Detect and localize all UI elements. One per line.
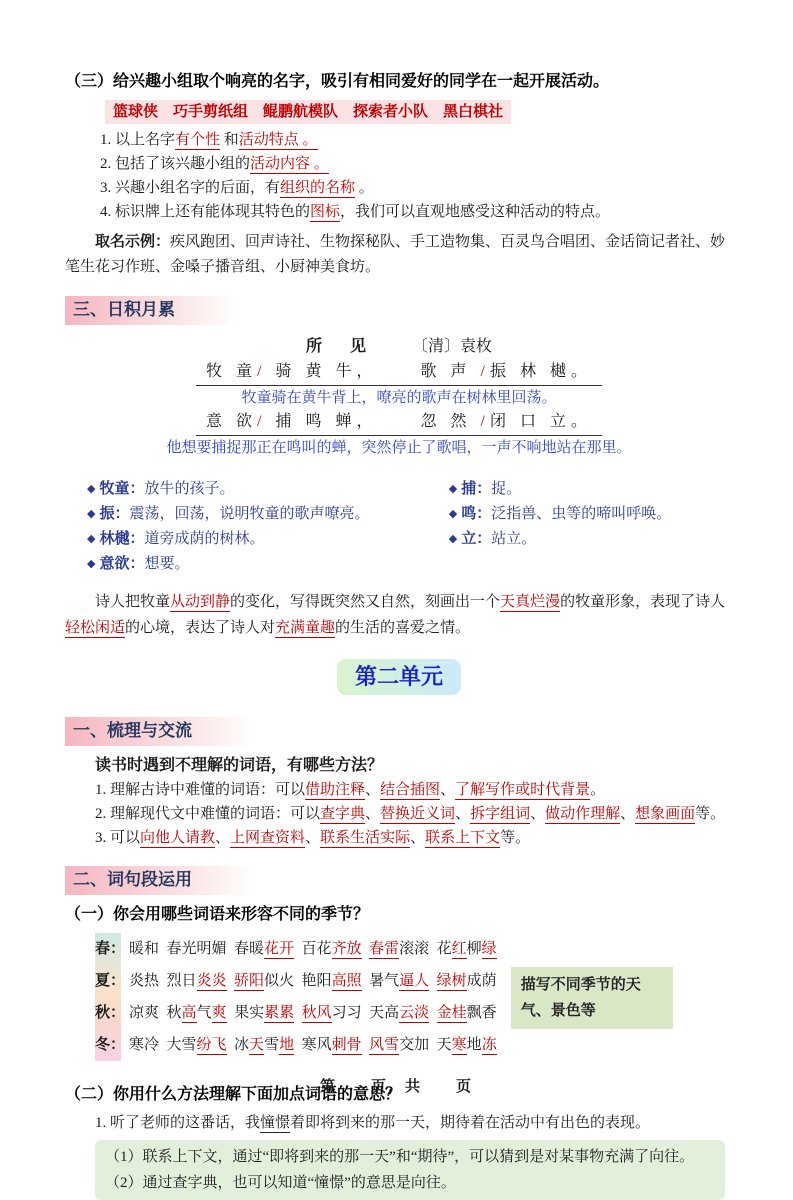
naming-section-heading: （三）给兴趣小组取个响亮的名字，吸引有相同爱好的同学在一起开展活动。 — [65, 73, 610, 90]
diamond-bullet-icon: ◆ — [448, 508, 458, 520]
definition-item — [449, 502, 733, 527]
unit-2-title-badge: 第二单元 — [337, 659, 461, 695]
definition-item — [87, 477, 449, 502]
answer-line-2: （2）通过查字典，也可以知道“憧憬”的意思是向往。 — [105, 1175, 456, 1191]
definition-text: 捉。 — [491, 481, 522, 497]
usage-section-heading: 二、词句段运用 — [65, 866, 252, 895]
season-word-rows — [129, 933, 497, 1061]
naming-example-paragraph: 取名示例：疾风跑团、回声诗社、生物探秘队、手工造物集、百灵鸟合唱团、金话筒记者社、妙笔生花习作班、金嗓子播音组、小厨神美食坊。 — [65, 234, 726, 275]
definitions-block — [87, 477, 733, 577]
season-words-autumn: 凉爽 秋高气爽 果实累累 秋风习习 天高云淡 金桂飘香 — [129, 1005, 497, 1021]
answer-highlight-block — [95, 1140, 725, 1200]
season-label-summer: 夏： — [95, 973, 126, 989]
season-words-spring: 暖和 春光明媚 春暖花开 百花齐放 春雷滚滚 花红柳绿 — [129, 941, 497, 957]
definition-text: 震荡，回荡，说明牧童的歌声嘹亮。 — [129, 506, 370, 522]
poem-author: 〔清〕袁枚 — [372, 338, 493, 355]
season-label-winter: 冬： — [95, 1037, 126, 1053]
definition-term: 意欲： — [99, 556, 145, 572]
diamond-bullet-icon: ◆ — [87, 508, 96, 520]
definition-term: 林樾： — [99, 531, 145, 547]
definition-term: 振： — [99, 506, 130, 522]
poem-line-2: 意 欲/ 捕 鸣 蝉， 忽 然 /闭 口 立。 — [196, 411, 602, 436]
definition-item — [449, 527, 733, 552]
poem-title-line — [65, 335, 733, 359]
definitions-right-column — [449, 477, 733, 577]
season-label-strip — [95, 933, 126, 1061]
diamond-bullet-icon: ◆ — [87, 483, 96, 495]
sorting-item-2: 2. 理解现代文中难懂的词语：可以查字典、替换近义词、拆字组词、做动作理解、想象画面等。 — [95, 806, 726, 822]
group-name-examples: 篮球侠 巧手剪纸组 鲲鹏航模队 探索者小队 黑白棋社 — [105, 100, 511, 124]
definition-term: 牧童： — [99, 481, 145, 497]
poem-translation-2: 他想要捕捉那正在鸣叫的蝉，突然停止了歌唱，一声不响地站在那里。 — [166, 440, 632, 456]
page-footer: 第 页，共 页 — [319, 1078, 473, 1095]
naming-item-3: 3. 兴趣小组名字的后面，有组织的名称 。 — [100, 180, 374, 196]
usage-question-1: （一）你会用哪些词语来形容不同的季节？ — [65, 906, 370, 923]
sorting-item-3: 3. 可以向他人请教、上网查资料、联系生活实际、联系上下文等。 — [95, 830, 531, 846]
diamond-bullet-icon: ◆ — [87, 558, 96, 570]
definition-text: 放牛的孩子。 — [144, 481, 235, 497]
definitions-left-column — [87, 477, 449, 577]
diamond-bullet-icon: ◆ — [448, 533, 458, 545]
definition-item — [449, 477, 733, 502]
naming-item-4: 4. 标识牌上还有能体现其特色的图标，我们可以直观地感受这种活动的特点。 — [100, 204, 611, 220]
definition-item — [87, 502, 449, 527]
definition-item — [87, 527, 449, 552]
definition-text: 道旁成荫的树林。 — [144, 531, 265, 547]
diamond-bullet-icon: ◆ — [87, 533, 96, 545]
poem-block — [65, 335, 733, 459]
season-words-winter: 寒冷 大雪纷飞 冰天雪地 寒风刺骨 风雪交加 天寒地冻 — [129, 1037, 497, 1053]
example-sentence: 1. 听了老师的这番话，我憧憬着即将到来的那一天，期待着在活动中有出色的表现。 — [95, 1115, 651, 1131]
sorting-section-heading: 一、梳理与交流 — [65, 717, 252, 746]
poem-translation-1: 牧童骑在黄牛背上，嘹亮的歌声在树林里回荡。 — [241, 390, 557, 406]
season-label-autumn: 秋： — [95, 1005, 126, 1021]
definition-term: 捕： — [461, 481, 492, 497]
definition-text: 站立。 — [491, 531, 537, 547]
definition-item — [87, 552, 449, 577]
usage-question-2: （二）你用什么方法理解下面加点词语的意思？ — [65, 1086, 402, 1103]
definition-text: 想要。 — [144, 556, 190, 572]
seasons-table — [95, 933, 733, 1061]
sorting-question: 读书时遇到不理解的词语，有哪些方法？ — [95, 757, 384, 774]
naming-item-2: 2. 包括了该兴趣小组的活动内容 。 — [100, 156, 329, 172]
definition-term: 立： — [461, 531, 492, 547]
season-words-summer: 炎热 烈日炎炎 骄阳似火 艳阳高照 暑气逼人 绿树成荫 — [129, 973, 497, 989]
poem-line-1: 牧 童/ 骑 黄 牛， 歌 声 /振 林 樾。 — [196, 361, 602, 386]
definition-term: 鸣： — [461, 506, 492, 522]
poem-title: 所 见 — [305, 338, 372, 355]
season-label-spring: 春： — [95, 941, 126, 957]
definition-text: 泛指兽、虫等的啼叫呼唤。 — [491, 506, 672, 522]
poem-analysis-paragraph: 诗人把牧童从动到静的变化，写得既突然又自然，刻画出一个天真烂漫的牧童形象，表现了诗人轻松闲适的心境，表达了诗人对充满童趣的生活的喜爱之情。 — [65, 594, 726, 636]
accumulation-section-heading: 三、日积月累 — [65, 296, 235, 325]
answer-line-1: （1）联系上下文，通过“即将到来的那一天”和“期待”，可以猜到是对某事物充满了向往。 — [105, 1149, 695, 1165]
seasons-note-box: 描写不同季节的天气、景色等 — [511, 967, 673, 1029]
naming-item-1: 1. 以上名字有个性 和活动特点 。 — [100, 132, 318, 148]
sorting-item-1: 1. 理解古诗中难懂的词语：可以借助注释、结合插图、了解写作或时代背景。 — [95, 782, 606, 798]
diamond-bullet-icon: ◆ — [448, 483, 458, 495]
